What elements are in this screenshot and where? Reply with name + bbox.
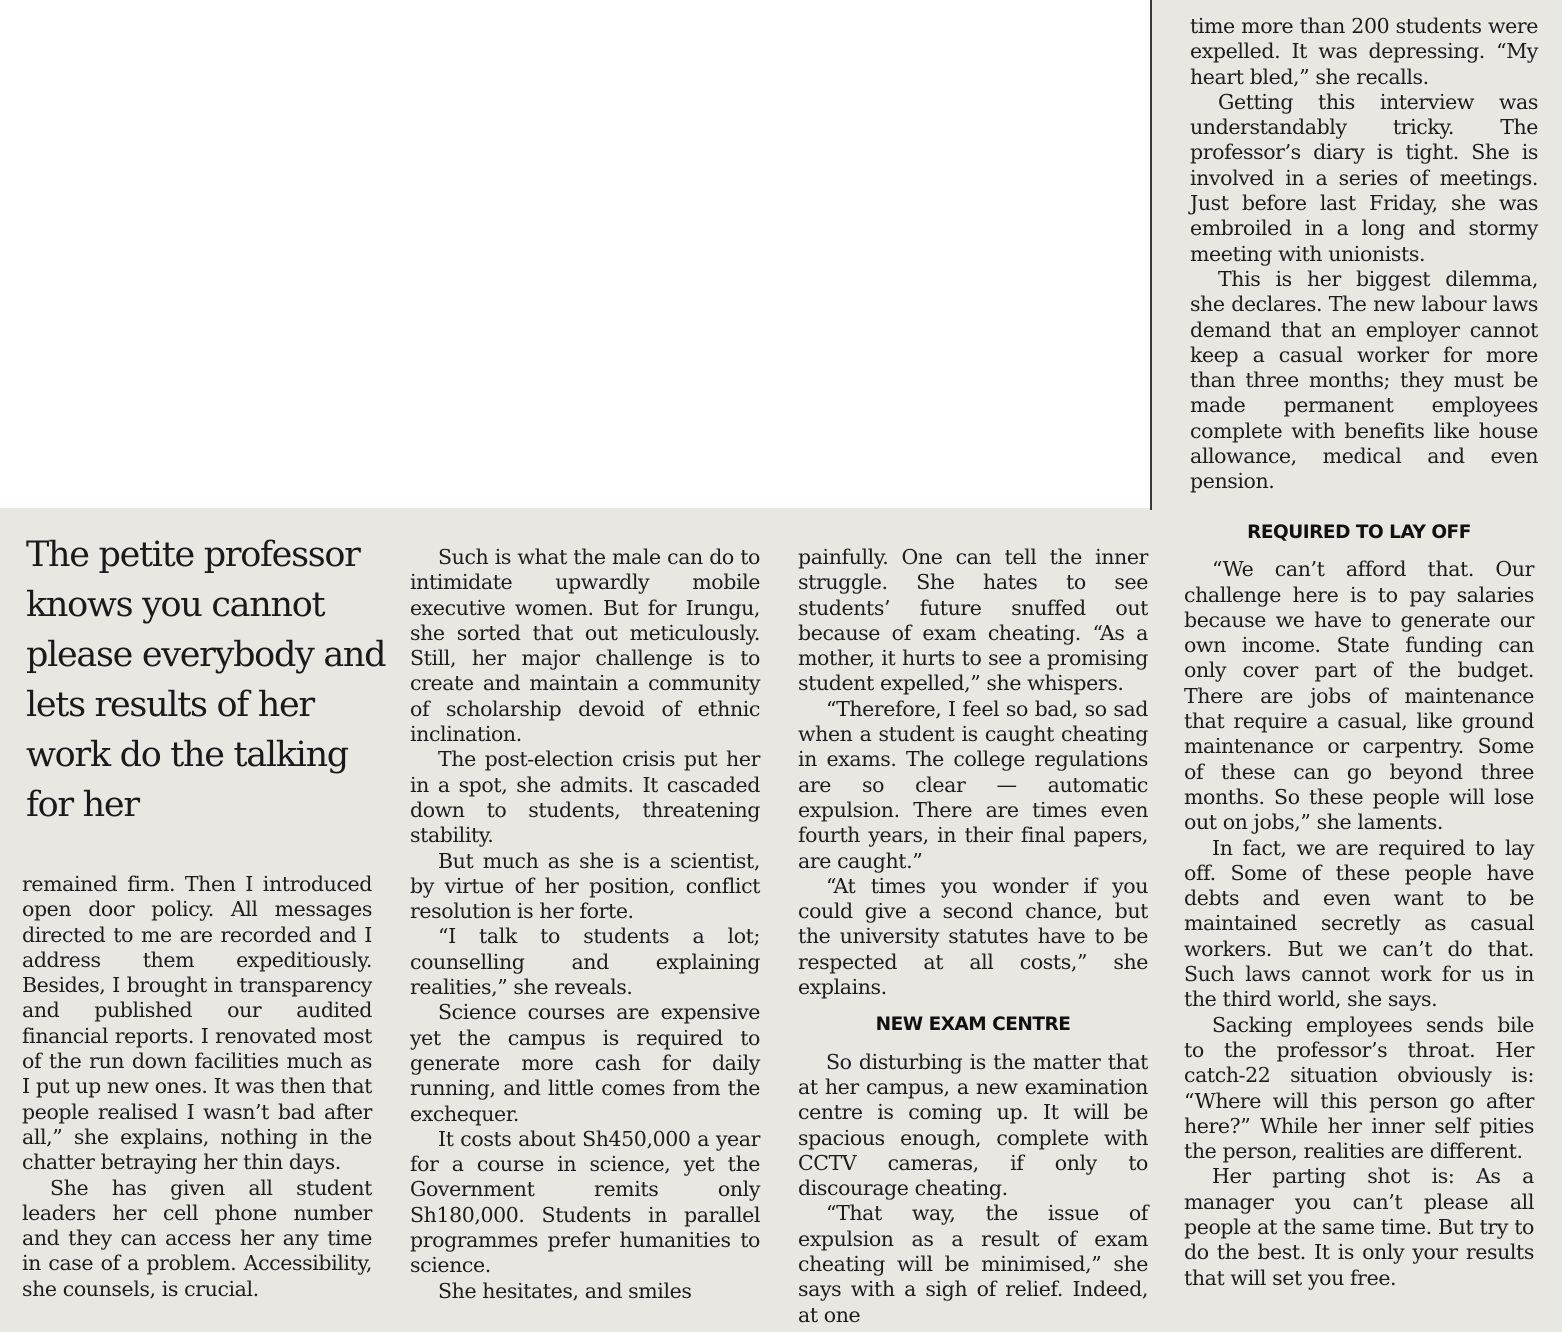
paragraph: But much as she is a scientist, by virtue of her position, conflict resolution is her forte. [410,848,760,924]
paragraph: It costs about Sh450,000 a year for a course in science, yet the Government remits only Sh180,000. Students in parallel programmes prefer humanities to science. [410,1126,760,1278]
pull-quote: The petite professor knows you cannot please everybody and lets results of her work do the talking for her [26,535,386,825]
paragraph: She hesitates, and smiles [438,1278,692,1303]
article-column-1 [22,872,372,1302]
paragraph: time more than 200 students were expelled. It was depressing. “My heart bled,” she recalls. [1190,14,1538,89]
paragraph: painfully. One can tell the inner struggle. She hates to see students’ future snuffed out because of exam cheating. “As a mother, it hurts to see a promising student expelled,” she whispers. [798,545,1148,696]
paragraph: Getting this interview was understandably tricky. The professor’s diary is tight. She is involved in a series of meetings. Just before last Friday, she was embroiled in a long and stormy meeting with unionists. [1190,89,1538,266]
paragraph: So disturbing is the matter that at her campus, a new examination centre is coming up. It will be spacious enough, complete with CCTV cameras, if only to discourage cheating. [798,1049,1148,1201]
paragraph: In fact, we are required to lay off. Some of these people have debts and even want to be maintained secretly as casual workers. But we can’t do that. Such laws cannot work for us in the third world, she says. [1184,835,1534,1012]
paragraph: Her parting shot is: As a manager you can’t please all people at the same time. But try to do the best. It is only your results that will set you free. [1184,1164,1534,1290]
subheading-new-exam-centre: NEW EXAM CENTRE [875,1014,1071,1036]
column-rule [1150,0,1152,510]
article-column-3 [798,545,1148,1328]
paragraph: “I talk to students a lot; counselling and explaining realities,” she reveals. [410,924,760,1000]
paragraph: She has given all student leaders her cell phone number and they can access her any time in case of a problem. Accessibility, she counsels, is crucial. [22,1175,372,1301]
paragraph: Sacking employees sends bile to the professor’s throat. Her catch-22 situation obviously is: “Where will this person go after here?” While her inner self pities the person, realities are different. [1184,1012,1534,1164]
paragraph: “That way, the issue of expulsion as a result of exam cheating will be minimised,” she says with a sigh of relief. Indeed, at one [798,1201,1148,1327]
subheading-required-to-lay-off: REQUIRED TO LAY OFF [1247,522,1471,543]
paragraph: The post-election crisis put her in a spot, she admits. It cascaded down to students, threatening stability. [410,747,760,848]
paragraph: This is her biggest dilemma, she declares. The new labour laws demand that an employer cannot keep a casual worker for more than three months; they must be made permanent employees complete with benefits like house allowance, medical and even pension. [1190,266,1538,494]
article-column-2 [410,545,760,1304]
paragraph: remained firm. Then I introduced open door policy. All messages directed to me are recorded and I address them expeditiously. Besides, I brought in transparency and published our audited financial reports. I renovated most of the run down facilities much as I put up new ones. It was then that people realised I wasn’t bad after all,” she explains, nothing in the chatter betraying her thin days. [22,872,373,1175]
article-column-top-right [1190,14,1538,495]
paragraph: Such is what the male can do to intimidate upwardly mobile executive women. But for Irungu, she sorted that out meticulously. Still, her major challenge is to create and maintain a community of scholarship devoid of ethnic inclination. [410,545,760,747]
paragraph: Science courses are expensive yet the campus is required to generate more cash for daily running, and little comes from the exchequer. [410,1000,760,1126]
article-column-4 [1184,508,1534,1291]
paragraph: “Therefore, I feel so bad, so sad when a student is caught cheating in exams. The college regulations are so clear — automatic expulsion. There are times even fourth years, in their final papers, are caught.” [798,696,1148,873]
paragraph: “At times you wonder if you could give a second chance, but the university statutes have to be respected at all costs,” she explains. [798,873,1148,1000]
paragraph: “We can’t afford that. Our challenge here is to pay salaries because we have to generate our own income. State funding can only cover part of the budget. There are jobs of maintenance that require a casual, like ground maintenance or carpentry. Some of these can go beyond three months. So these people will lose out on jobs,” she laments. [1184,557,1534,835]
